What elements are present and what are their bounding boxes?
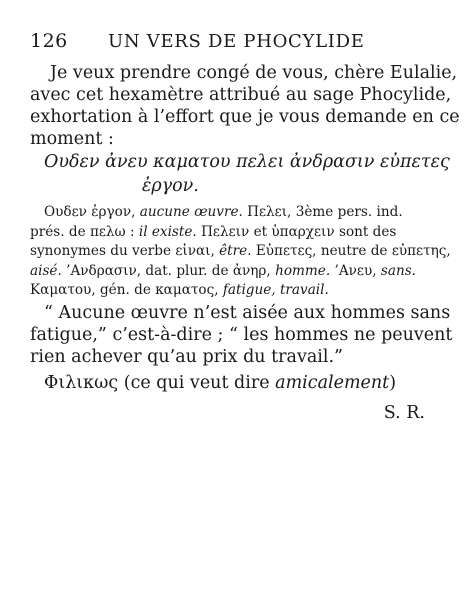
translation: homme. xyxy=(275,262,331,279)
running-head: UN VERS DE PHOCYLIDE xyxy=(108,31,365,52)
note-line xyxy=(30,242,451,262)
translation: fatigue, travail. xyxy=(222,282,329,298)
greek-farewell: Φιλικως xyxy=(44,373,119,393)
text-line: exhortation à l’effort que je vous demande en ce xyxy=(30,107,460,127)
translation: il existe. xyxy=(138,223,197,240)
greek-term: ’Ανευ, xyxy=(334,262,377,279)
greek-term: Εὐπετες, xyxy=(255,243,317,259)
translation-paragraph xyxy=(30,302,453,368)
greek-term: Πελειν xyxy=(201,223,250,240)
page-number: 126 xyxy=(30,30,68,52)
text-line: rien achever qu’au prix du travail.” xyxy=(30,347,343,367)
note-line xyxy=(30,223,441,243)
note-text: synonymes du verbe xyxy=(30,243,172,259)
greek-term: ἀνηρ, xyxy=(232,262,271,279)
intro-paragraph xyxy=(30,62,460,150)
greek-term: ’Ανδρασιν, xyxy=(66,262,142,279)
verse-line: ἐργον. xyxy=(142,176,199,196)
translation: aisé. xyxy=(30,262,62,279)
note-text: dat. plur. de xyxy=(145,262,229,279)
greek-term: Ουδεν ἐργον, xyxy=(44,204,136,220)
greek-term: ὑπαρχειν xyxy=(271,223,335,240)
text-line: fatigue,” c’est-à-dire ; “ les hommes ne peuvent xyxy=(30,325,453,345)
closing-paren: ) xyxy=(389,373,397,393)
note-line xyxy=(30,281,441,301)
text-line: avec cet hexamètre attribué au sage Phocylide, xyxy=(30,85,452,105)
greek-term: εἰναι, xyxy=(175,243,215,259)
translation: sans. xyxy=(380,262,416,279)
verse-line: Ουδεν ἀνευ καματου πελει ἀνδρασιν εὐπετες xyxy=(44,152,450,172)
closing-text: (ce qui veut dire xyxy=(123,373,270,393)
translation: aucune œuvre. xyxy=(139,204,243,220)
note-line xyxy=(30,262,441,282)
note-line xyxy=(30,203,441,223)
text-line: moment : xyxy=(30,129,114,149)
closing-line xyxy=(30,372,441,394)
greek-term: πελω : xyxy=(89,223,135,240)
greek-term: εὐπετης, xyxy=(391,243,451,259)
text-line: “ Aucune œuvre n’est aisée aux hommes sans xyxy=(44,303,451,323)
note-text: sont des xyxy=(338,223,397,240)
vocabulary-notes xyxy=(30,203,451,301)
greek-term: Πελει, xyxy=(247,204,292,220)
text-line: Je veux prendre congé de vous, chère Eulalie, xyxy=(50,63,458,83)
note-text: neutre de xyxy=(320,243,388,259)
closing-italic: amicalement xyxy=(275,373,390,393)
greek-term: Καματου, xyxy=(30,282,96,298)
greek-term: καματος, xyxy=(155,282,219,298)
note-text: gén. de xyxy=(99,282,151,298)
signature: S. R. xyxy=(383,403,425,423)
note-text: prés. de xyxy=(30,223,86,240)
closing xyxy=(30,372,441,424)
note-text: 3ème pers. ind. xyxy=(295,204,403,220)
note-text: et xyxy=(253,223,268,240)
page-header xyxy=(30,30,441,56)
greek-verse xyxy=(30,150,450,198)
translation: être. xyxy=(219,243,252,259)
